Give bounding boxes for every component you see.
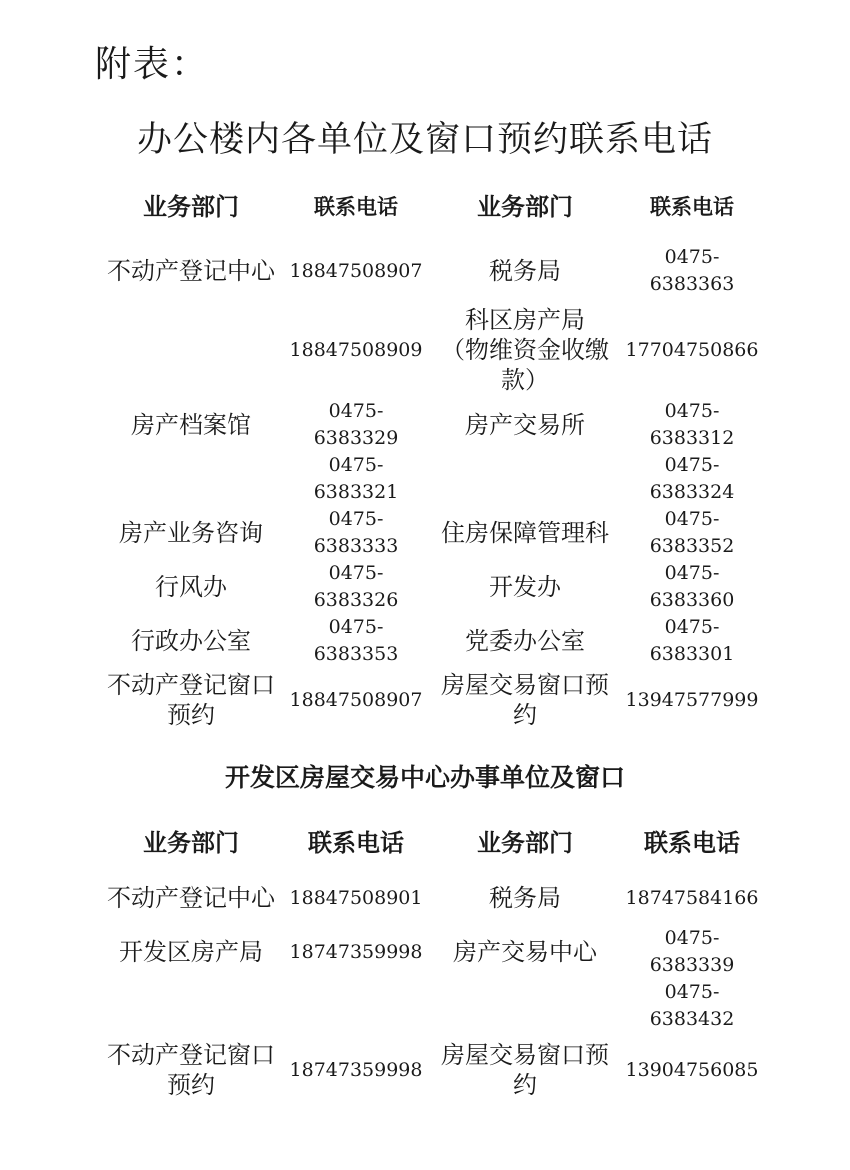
table-row	[98, 560, 758, 614]
phone-number: 0475- 6383324	[649, 454, 735, 503]
phone-number: 13947577999	[625, 688, 759, 711]
phone-number: 0475- 6383363	[649, 246, 735, 295]
dept-name: 房屋交易窗口预 约	[441, 1041, 609, 1099]
appendix-label: 附表：	[95, 44, 210, 85]
dept-name	[98, 302, 284, 398]
dept-name	[98, 979, 284, 1033]
dept-name: 开发办	[489, 573, 561, 601]
header-phone: 联系电话	[644, 828, 740, 857]
dept-name: 行政办公室	[131, 627, 251, 655]
phone-number: 0475- 6383432	[649, 981, 735, 1030]
dept-name: 科区房产局 （物维资金收缴 款）	[441, 306, 609, 394]
table-row	[98, 871, 758, 925]
dept-name: 党委办公室	[465, 627, 585, 655]
phone-number	[290, 979, 422, 1033]
header-phone: 联系电话	[650, 194, 734, 219]
phone-number: 0475- 6383360	[649, 562, 735, 611]
dept-name: 房产交易所	[465, 411, 585, 439]
table-row	[98, 925, 758, 979]
phone-number: 18747359998	[289, 1058, 423, 1081]
dept-name: 税务局	[489, 884, 561, 912]
phone-number: 0475- 6383333	[313, 508, 399, 557]
dept-name	[430, 979, 620, 1033]
phone-number: 18847508901	[289, 886, 423, 909]
table-row	[98, 614, 758, 668]
header-phone: 联系电话	[308, 828, 404, 857]
table-row	[98, 452, 758, 506]
phone-number: 18847508907	[289, 259, 423, 282]
dept-name: 房产档案馆	[131, 411, 251, 439]
table-header	[98, 180, 758, 234]
table-row	[98, 668, 758, 732]
table-row	[98, 240, 758, 302]
dept-name	[430, 452, 620, 506]
phone-number: 18847508909	[289, 338, 423, 361]
table-row	[98, 398, 758, 452]
dept-name: 不动产登记中心	[107, 257, 275, 285]
phone-number: 0475- 6383321	[313, 454, 399, 503]
table-row	[98, 302, 758, 398]
header-dept: 业务部门	[477, 829, 573, 857]
dept-name	[98, 452, 284, 506]
phone-number: 0475- 6383339	[649, 927, 735, 976]
contact-table-dev-zone	[98, 815, 758, 1107]
dept-name: 房产业务咨询	[119, 519, 263, 547]
phone-number: 18747584166	[625, 886, 759, 909]
table-row	[98, 506, 758, 560]
phone-number: 18847508907	[289, 688, 423, 711]
phone-number: 0475- 6383326	[313, 562, 399, 611]
phone-number: 18747359998	[289, 940, 423, 963]
dept-name: 行风办	[155, 573, 227, 601]
phone-number: 13904756085	[625, 1058, 759, 1081]
dept-name: 税务局	[489, 257, 561, 285]
phone-number: 17704750866	[625, 338, 759, 361]
dept-name: 住房保障管理科	[441, 519, 609, 547]
section1-title: 办公楼内各单位及窗口预约联系电话	[136, 120, 713, 160]
table-row	[98, 979, 758, 1033]
table-row	[98, 1033, 758, 1107]
table-header	[98, 815, 758, 871]
header-dept: 业务部门	[477, 193, 573, 221]
dept-name: 开发区房产局	[119, 938, 263, 966]
phone-number: 0475- 6383312	[649, 400, 735, 449]
header-dept: 业务部门	[143, 193, 239, 221]
phone-number: 0475- 6383329	[313, 400, 399, 449]
phone-number: 0475- 6383353	[313, 616, 399, 665]
header-dept: 业务部门	[143, 829, 239, 857]
phone-number: 0475- 6383301	[649, 616, 735, 665]
dept-name: 不动产登记中心	[107, 884, 275, 912]
phone-number: 0475- 6383352	[649, 508, 735, 557]
dept-name: 房产交易中心	[453, 938, 597, 966]
dept-name: 不动产登记窗口 预约	[107, 671, 275, 729]
section2-title: 开发区房屋交易中心办事单位及窗口	[224, 763, 625, 792]
dept-name: 不动产登记窗口 预约	[107, 1041, 275, 1099]
dept-name: 房屋交易窗口预 约	[441, 671, 609, 729]
contact-table-office	[98, 180, 758, 732]
header-phone: 联系电话	[314, 194, 398, 219]
